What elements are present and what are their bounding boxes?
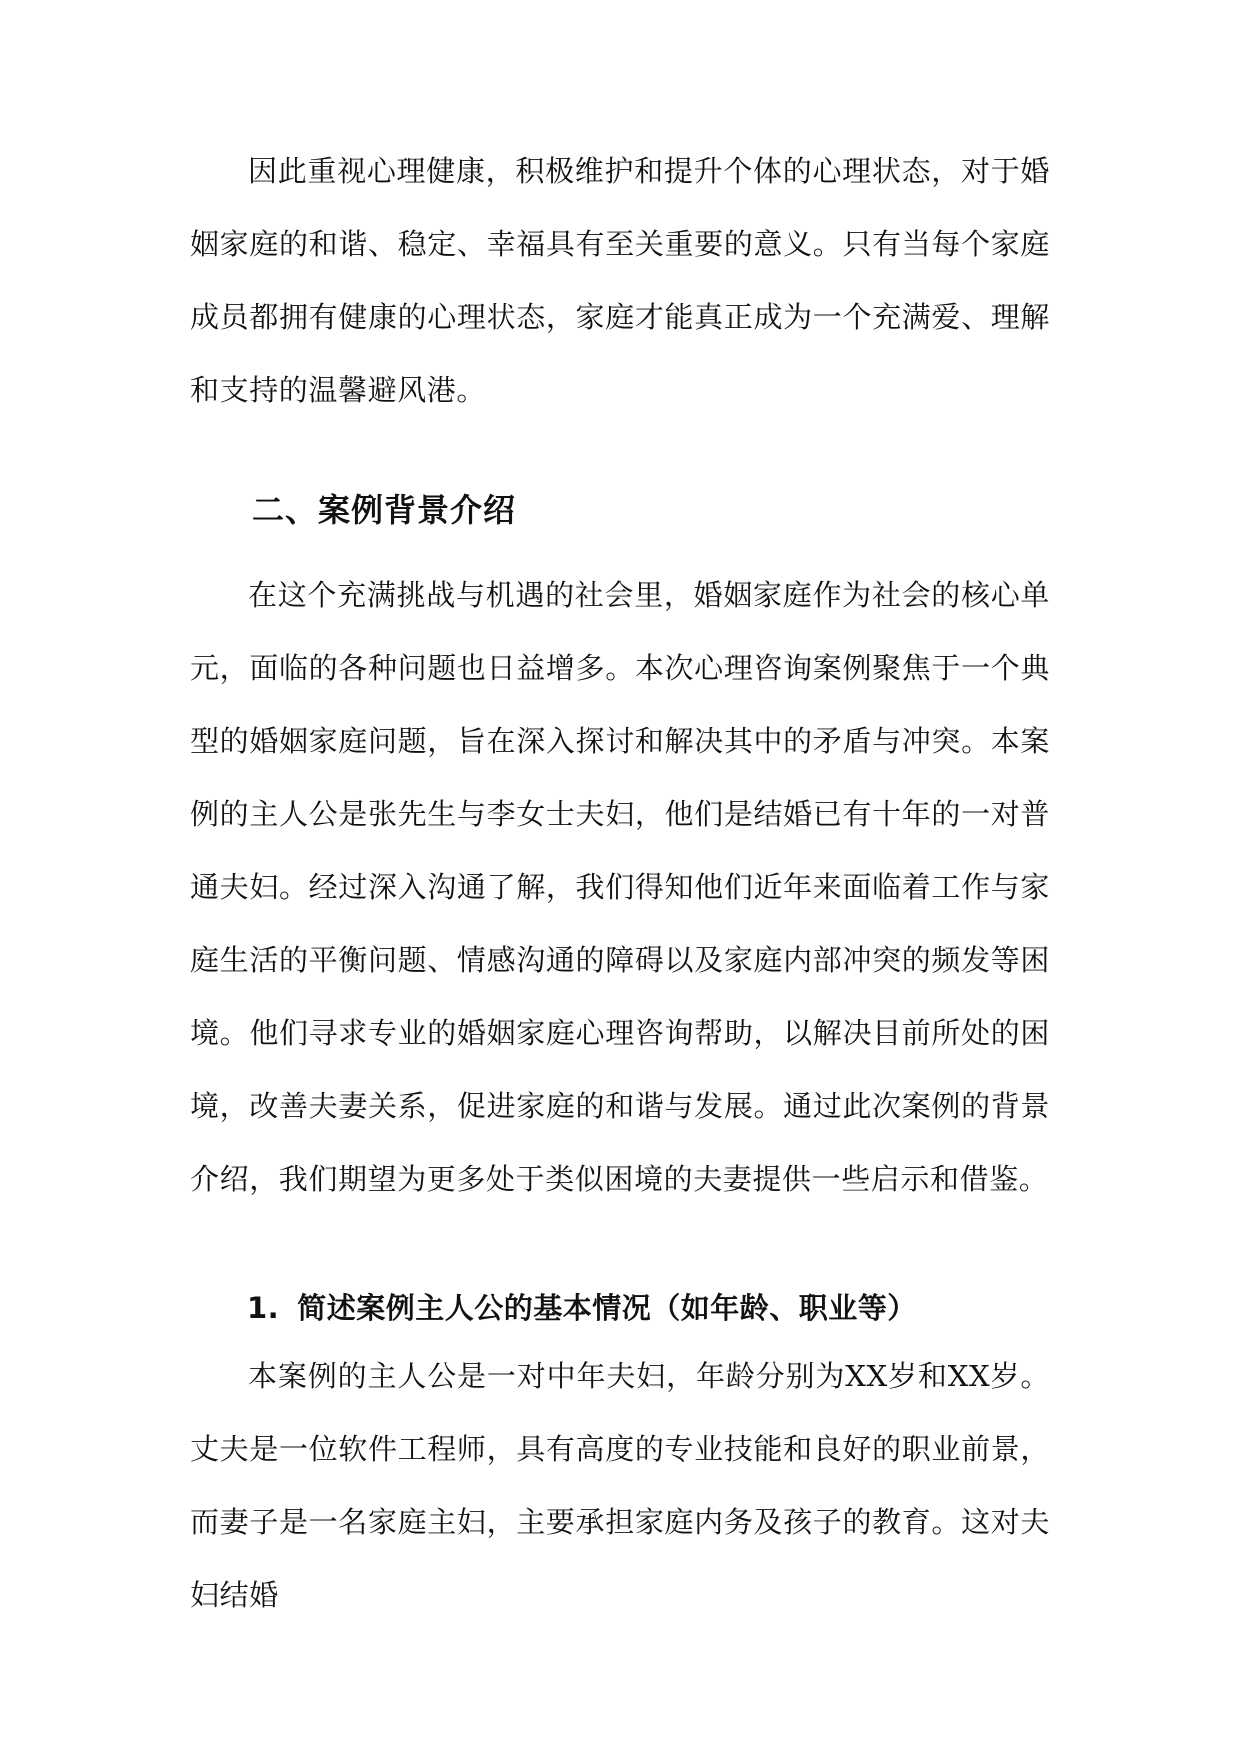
body-paragraph-case-background: 在这个充满挑战与机遇的社会里，婚姻家庭作为社会的核心单元，面临的各种问题也日益增多。本次心理咨询案例聚焦于一个典型的婚姻家庭问题，旨在深入探讨和解决其中的矛盾与冲突。本案例的主人公是张先生与李女士夫妇，他们是结婚已有十年的一对普通夫妇。经过深入沟通了解，我们得知他们近年来面临着工作与家庭生活的平衡问题、情感沟通的障碍以及家庭内部冲突的频发等困境。他们寻求专业的婚姻家庭心理咨询帮助，以解决目前所处的困境，改善夫妻关系，促进家庭的和谐与发展。通过此次案例的背景介绍，我们期望为更多处于类似困境的夫妻提供一些启示和借鉴。 <box>190 578 1050 1196</box>
subsection-number: 1. <box>247 1291 280 1325</box>
section-heading-case-background: 二、案例背景介绍 <box>252 491 517 529</box>
body-paragraph-protagonists: 本案例的主人公是一对中年夫妇，年龄分别为XX岁和XX岁。丈夫是一位软件工程师，具有高度的专业技能和良好的职业前景，而妻子是一名家庭主妇，主要承担家庭内务及孩子的教育。这对夫妇结婚 <box>190 1359 1050 1612</box>
subsection-heading-protagonists <box>247 1286 917 1327</box>
body-paragraph-mental-health: 因此重视心理健康，积极维护和提升个体的心理状态，对于婚姻家庭的和谐、稳定、幸福具有至关重要的意义。只有当每个家庭成员都拥有健康的心理状态，家庭才能真正成为一个充满爱、理解和支持的温馨避风港。 <box>190 154 1050 407</box>
subsection-title: 简述案例主人公的基本情况（如年龄、职业等） <box>297 1291 917 1325</box>
